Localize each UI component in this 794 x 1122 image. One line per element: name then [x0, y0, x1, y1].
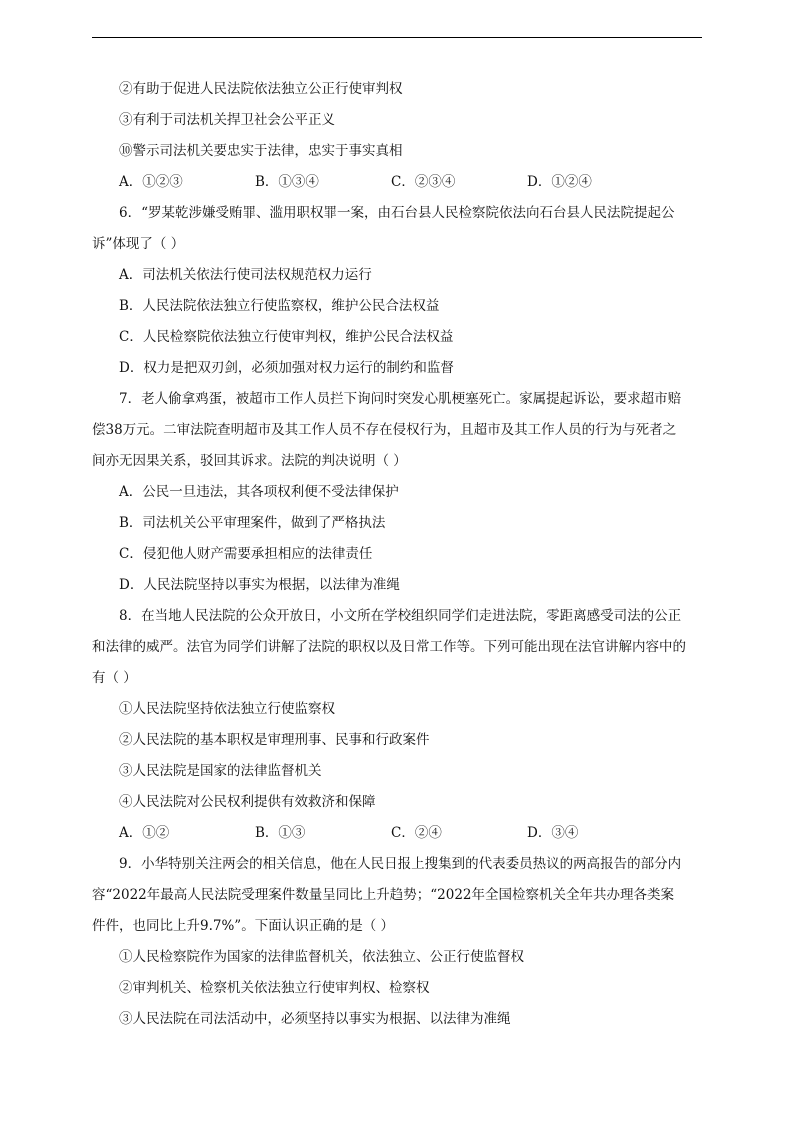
- text-line: C．侵犯他人财产需要承担相应的法律责任: [119, 546, 373, 562]
- text-line: 和法律的威严。法官为同学们讲解了法院的职权以及日常工作等。下列可能出现在法官讲解内容中的: [92, 639, 686, 655]
- text-line: ①人民检察院作为国家的法律监督机关，依法独立、公正行使监督权: [119, 949, 524, 965]
- text-line: ③人民法院是国家的法律监督机关: [119, 763, 322, 779]
- text-line: D．人民法院坚持以事实为根据，以法律为准绳: [119, 577, 400, 593]
- text-line: 偿38万元。二审法院查明超市及其工作人员不存在侵权行为，且超市及其工作人员的行为与死者之: [92, 422, 677, 438]
- answer-option: A．①②: [119, 825, 170, 841]
- text-line: ⑩警示司法机关要忠实于法律，忠实于事实真相: [119, 143, 403, 159]
- text-line: 8．在当地人民法院的公众开放日，小文所在学校组织同学们走进法院，零距离感受司法的公正: [119, 608, 682, 624]
- text-line: 件件，也同比上升9.7%”。下面认识正确的是（ ）: [92, 918, 394, 934]
- answer-option: C．②③④: [391, 174, 456, 190]
- text-line: 7．老人偷拿鸡蛋，被超市工作人员拦下询问时突发心肌梗塞死亡。家属提起诉讼，要求超市赔: [119, 391, 682, 407]
- text-line: 间亦无因果关系，驳回其诉求。法院的判决说明（ ）: [92, 453, 407, 469]
- document-body: [92, 74, 702, 1035]
- answer-options-row: [92, 167, 702, 198]
- text-line: ②人民法院的基本职权是审理刑事、民事和行政案件: [119, 732, 430, 748]
- text-line: C．人民检察院依法独立行使审判权，维护公民合法权益: [119, 329, 454, 345]
- text-line: ③人民法院在司法活动中，必须坚持以事实为根据、以法律为准绳: [119, 1011, 511, 1027]
- text-line: ④人民法院对公民权利提供有效救济和保障: [119, 794, 376, 810]
- text-line: B．人民法院依法独立行使监察权，维护公民合法权益: [119, 298, 440, 314]
- text-line: ②有助于促进人民法院依法独立公正行使审判权: [119, 81, 403, 97]
- answer-option: B．①③: [255, 825, 306, 841]
- text-line: B．司法机关公平审理案件，做到了严格执法: [119, 515, 386, 531]
- text-line: A．司法机关依法行使司法权规范权力运行: [119, 267, 372, 283]
- text-line: D．权力是把双刃剑，必须加强对权力运行的制约和监督: [119, 360, 454, 376]
- answer-option: A．①②③: [119, 174, 183, 190]
- answer-options-row: [92, 818, 702, 849]
- text-line: 6．“罗某乾涉嫌受贿罪、滥用职权罪一案，由石台县人民检察院依法向石台县人民法院提起公: [119, 205, 675, 221]
- text-line: A．公民一旦违法，其各项权利便不受法律保护: [119, 484, 399, 500]
- answer-option: C．②④: [391, 825, 442, 841]
- text-line: ①人民法院坚持依法独立行使监察权: [119, 701, 335, 717]
- text-line: 有（ ）: [92, 670, 137, 686]
- text-line: 诉”体现了（ ）: [92, 236, 185, 252]
- text-line: 9．小华特别关注两会的相关信息，他在人民日报上搜集到的代表委员热议的两高报告的部分内: [119, 856, 682, 872]
- text-line: ②审判机关、检察机关依法独立行使审判权、检察权: [119, 980, 430, 996]
- text-line: ③有利于司法机关捍卫社会公平正义: [119, 112, 335, 128]
- header-rule: [92, 37, 702, 38]
- answer-option: B．①③④: [255, 174, 319, 190]
- text-line: 容“2022年最高人民法院受理案件数量呈同比上升趋势；“2022年全国检察机关全年共办理各类案: [92, 887, 675, 903]
- answer-option: D．①②④: [527, 174, 592, 190]
- answer-option: D．③④: [527, 825, 579, 841]
